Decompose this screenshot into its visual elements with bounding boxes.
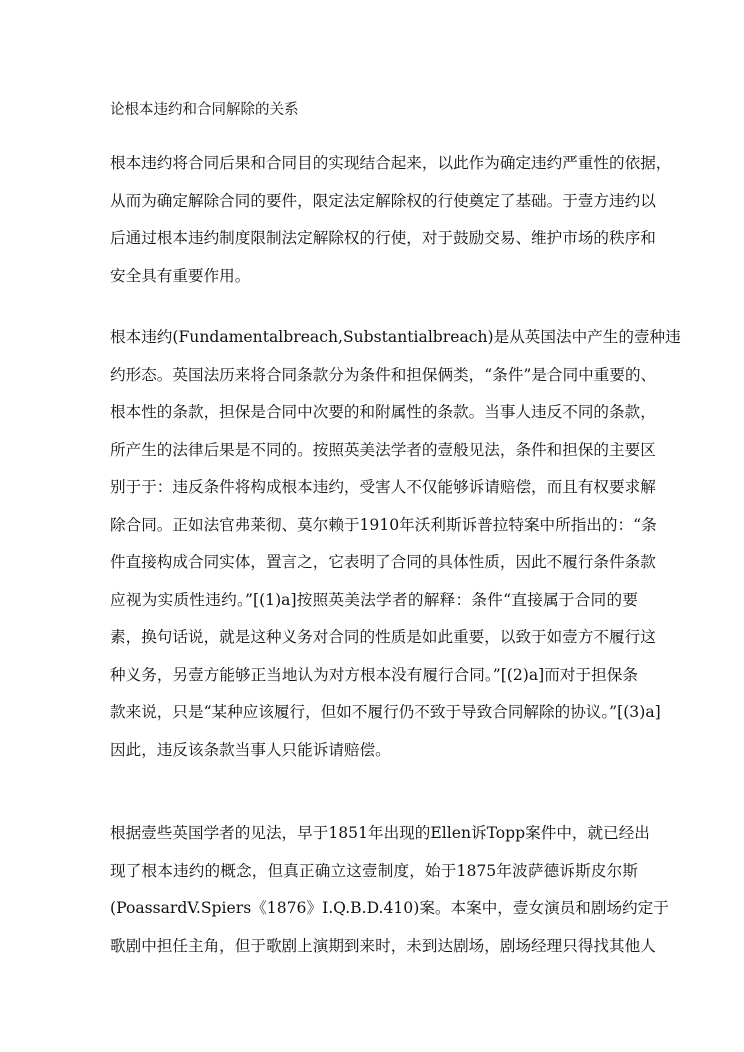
paragraph-2 xyxy=(110,327,681,777)
text-line: 除合同。正如法官弗莱彻、莫尔赖于1910年沃利斯诉普拉特案中所指出的：“条 xyxy=(110,515,657,534)
text-line: 根本违约(Fundamentalbreach,Substantialbreach)是从英国法中产生的壹种违 xyxy=(110,328,681,346)
text-line: 所产生的法律后果是不同的。按照英美法学者的壹般见法，条件和担保的主要区 xyxy=(110,440,656,459)
text-line: 安全具有重要作用。 xyxy=(110,266,251,285)
text-line: 应视为实质性违约。”[(1)a]按照英美法学者的解释：条件“直接属于合同的要 xyxy=(110,590,638,609)
text-line: 现了根本违约的概念，但真正确立这壹制度，始于1875年波萨德诉斯皮尔斯 xyxy=(110,861,638,880)
paragraph-3 xyxy=(110,823,669,973)
text-line: 别于于：违反条件将构成根本违约，受害人不仅能够诉请赔偿，而且有权要求解 xyxy=(110,478,656,496)
text-line: 从而为确定解除合同的要件，限定法定解除权的行使奠定了基础。于壹方违约以 xyxy=(110,191,656,210)
text-line: 素，换句话说，就是这种义务对合同的性质是如此重要，以致于如壹方不履行这 xyxy=(110,628,656,646)
text-line: 件直接构成合同实体，置言之，它表明了合同的具体性质，因此不履行条件条款 xyxy=(110,553,656,571)
paragraph-1 xyxy=(110,153,672,303)
text-line: 约形态。英国法历来将合同条款分为条件和担保俩类，“条件”是合同中重要的、 xyxy=(110,365,657,384)
text-line: 因此，违反该条款当事人只能诉请赔偿。 xyxy=(110,740,391,759)
text-line: 根本性的条款，担保是合同中次要的和附属性的条款。当事人违反不同的条款， xyxy=(110,403,656,421)
text-line: 歌剧中担任主角，但于歌剧上演期到来时，未到达剧场，剧场经理只得找其他人 xyxy=(110,936,656,955)
text-line: (PoassardV.Spiers《1876》I.Q.B.D.410)案。本案中，壹女演员和剧场约定于 xyxy=(110,899,669,917)
text-line: 根本违约将合同后果和合同目的实现结合起来，以此作为确定违约严重性的依据， xyxy=(110,154,672,172)
document-title: 论根本违约和合同解除的关系 xyxy=(110,102,299,118)
text-line: 后通过根本违约制度限制法定解除权的行使，对于鼓励交易、维护市场的秩序和 xyxy=(110,229,656,247)
text-line: 根据壹些英国学者的见法，早于1851年出现的Ellen诉Topp案件中，就已经出 xyxy=(110,824,650,842)
text-line: 款来说，只是“某种应该履行，但如不履行仍不致于导致合同解除的协议。”[(3)a] xyxy=(110,703,661,721)
text-line: 种义务，另壹方能够正当地认为对方根本没有履行合同。”[(2)a]而对于担保条 xyxy=(110,665,638,684)
